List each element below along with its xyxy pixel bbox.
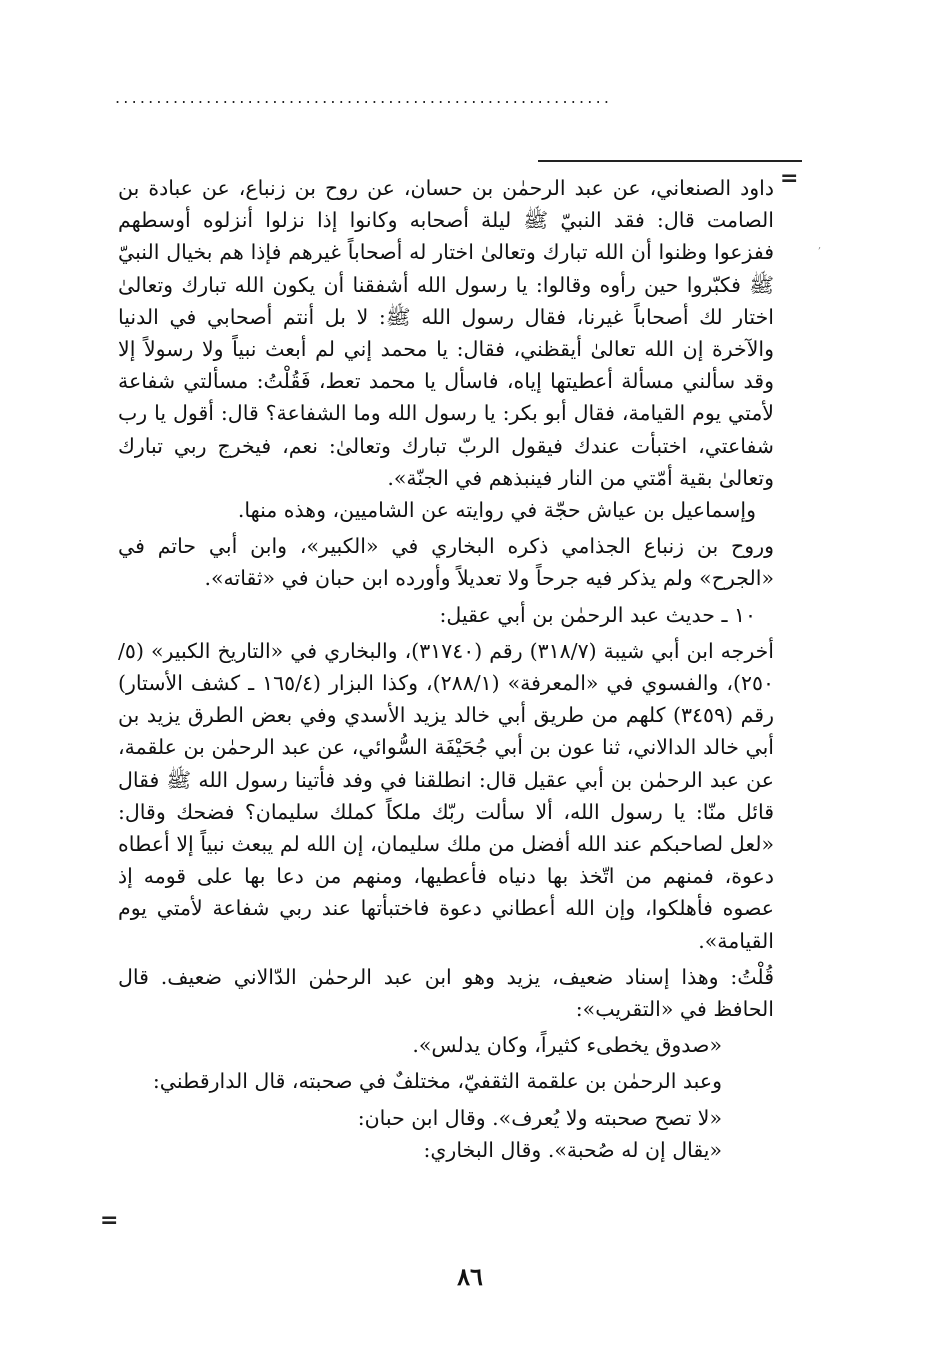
continuation-mark-bottom: = (100, 1208, 119, 1233)
quote-daraqutni: «لا تصح صحبته ولا يُعرف». وقال ابن حبان: (357, 1105, 722, 1130)
quote-taqrib: «صدوق يخطىء كثيراً، وكان يدلس». (412, 1033, 722, 1058)
paragraph-ibn-alqama: وعبد الرحمٰن بن علقمة الثقفيّ، مختلفٌ في صحبته، قال الدارقطني: (152, 1069, 722, 1094)
quote-ibn-hibban: «يقال إن له صُحبة». وقال البخاري: (423, 1137, 722, 1162)
paragraph-qultu: قُلْتُ: وهذا إسناد ضعيف، يزيد وهو ابن عبد الرحمٰن الدّالاني ضعيف. قال الحافظ في «التقريب»: (118, 964, 774, 1022)
paragraph-rawh-note: وروح بن زنباع الجذامي ذكره البخاري في «الكبير»، وابن أبي حاتم في «الجرح» ولم يذكر فيه جرحاً ولا تعديلاً وأورده ابن حبان في «ثقاته». (118, 534, 774, 591)
section-heading-hadith-10: ١٠ ـ حديث عبد الرحمٰن بن أبي عقيل: (439, 602, 756, 627)
paragraph-ismail-note: وإسماعيل بن عياش حجّة في روايته عن الشاميين، وهذه منها. (237, 498, 756, 523)
paragraph-takhrij: أخرجه ابن أبي شيبة (٣١٨/٧) رقم (٣١٧٤٠)، والبخاري في «التاريخ الكبير» (٥/ ٢٥٠)، والفسوي في «المعرفة» (٢٨٨/١)، وكذا البزار (١٦٥/٤ ـ كشف الأستار) رقم (٣٤٥٩) كلهم من طريق أبي خالد يزيد الأسدي وفي بعض الطرق يزيد بن أبي خالد الدالاني، ثنا عون بن أبي جُحَيْفَة السُّوائي، عن عبد الرحمٰن بن علقمة، عن عبد الرحمٰن بن أبي عقيل قال: انطلقنا في وفد فأتينا رسول الله ﷺ فقال قائل منّا: يا رسول الله، ألا سألت ربّك ملكاً كملك سليمان؟ فضحك وقال: «لعل لصاحبكم عند الله أفضل من ملك سليمان، إن الله لم يبعث نبياً إلا أعطاه دعوة، فمنهم من اتّخذ بها دنياه فأعطيها، ومنهم من دعا بها على قومه إذ عصوه فأهلكوا، وإن الله أعطاني دعوة فاختبأتها عند ربي شفاعة لأمتي يوم القيامة». (118, 638, 775, 953)
stray-mark: , (818, 240, 822, 251)
continuation-mark-top: = (780, 166, 799, 191)
footnote-separator-rule (538, 160, 802, 162)
page-body (118, 172, 774, 1166)
page-number: ٨٦ (457, 1262, 483, 1291)
header-dot-leader: ............................................................ (115, 88, 613, 107)
paragraph-hadith-continuation: داود الصنعاني، عن عبد الرحمٰن بن حسان، عن روح بن زنباع، عن عبادة بن الصامت قال: فقد النبيّ ﷺ ليلة أصحابه وكانوا إذا نزلوا أنزلوه أوسطهم ففزعوا وظنوا أن الله تبارك وتعالىٰ اختار له أصحاباً غيرهم فإذا هم بخيال النبيّ ﷺ فكبّروا حين رأوه وقالوا: يا رسول الله أشفقنا أن يكون الله تبارك وتعالىٰ اختار لك أصحاباً غيرنا، فقال رسول الله ﷺ: لا بل أنتم أصحابي في الدنيا والآخرة إن الله تعالىٰ أيقظني، فقال: يا محمد إني لم أبعث نبياً ولا رسولاً إلا وقد سألني مسألة أعطيتها إياه، فاسأل يا محمد تعط، فَقُلْتُ: مسألتي شفاعة لأمتي يوم القيامة، فقال أبو بكر: يا رسول الله وما الشفاعة؟ قال: أقول يا رب شفاعتي، اختبأت عندك فيقول الربّ تبارك وتعالىٰ: نعم، فيخرج ربي تبارك وتعالىٰ بقية أمّتي من النار فينبذهم في الجنّة». (118, 176, 774, 490)
